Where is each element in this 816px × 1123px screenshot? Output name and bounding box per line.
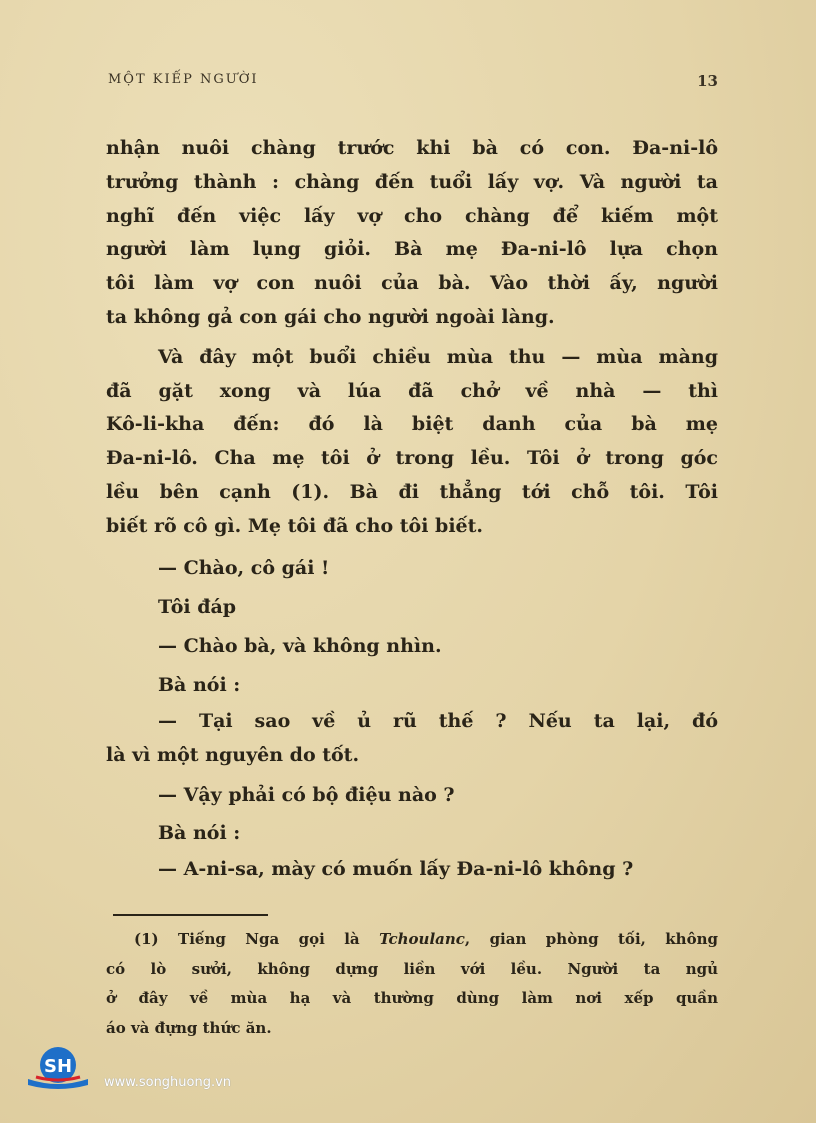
- text-line: đã gặt xong và lúa đã chở về nhà — thì: [106, 379, 718, 402]
- paragraph-2: [106, 341, 718, 544]
- footnote: [106, 925, 718, 1043]
- dialog-line: — Vậy phải có bộ điệu nào ?: [158, 784, 455, 806]
- dialog-line: Bà nói :: [158, 674, 241, 696]
- dialog-line: — Chào bà, và không nhìn.: [158, 635, 442, 657]
- svg-text:SH: SH: [43, 1056, 73, 1077]
- footnote-line-3: ở đây về mùa hạ và thường dùng làm nơi xếp quần: [106, 989, 718, 1007]
- text-line: nghĩ đến việc lấy vợ cho chàng để kiếm một: [106, 204, 718, 227]
- footnote-text: (1) Tiếng Nga gọi là: [134, 930, 380, 948]
- site-logo-icon: [22, 1045, 94, 1093]
- dialog-line: là vì một nguyên do tốt.: [106, 744, 360, 766]
- body-text: [106, 132, 718, 544]
- footnote-italic-term: Tchoulanc: [379, 930, 465, 948]
- footnote-line-2: có lò sưởi, không dựng liền với lều. Người ta ngủ: [106, 959, 718, 978]
- text-line: Và đây một buổi chiều mùa thu — mùa màng: [158, 345, 718, 368]
- dialog-line: — Chào, cô gái !: [158, 557, 330, 579]
- header-title: MỘT KIẾP NGƯỜI: [108, 72, 259, 87]
- text-line: nhận nuôi chàng trước khi bà có con. Đa-ni-lô: [106, 137, 718, 159]
- footnote-rule: [113, 914, 268, 916]
- text-line: Đa-ni-lô. Cha mẹ tôi ở trong lều. Tôi ở trong góc: [106, 447, 718, 470]
- text-line: Kô-li-kha đến: đó là biệt danh của bà mẹ: [106, 413, 718, 436]
- text-line: trưởng thành : chàng đến tuổi lấy vợ. Và người ta: [106, 170, 718, 193]
- dialog-line: Bà nói :: [158, 822, 241, 844]
- text-line: lều bên cạnh (1). Bà đi thẳng tới chỗ tôi. Tôi: [106, 480, 718, 503]
- text-line: tôi làm vợ con nuôi của bà. Vào thời ấy, người: [106, 272, 718, 295]
- text-line: biết rõ cô gì. Mẹ tôi đã cho tôi biết.: [106, 514, 484, 537]
- paragraph-1: [106, 132, 718, 335]
- footnote-line-1: [106, 925, 718, 955]
- dialog-line: Tôi đáp: [158, 596, 237, 618]
- dialog-line: — Tại sao về ủ rũ thế ? Nếu ta lại, đó: [158, 710, 718, 732]
- text-line: người làm lụng giỏi. Bà mẹ Đa-ni-lô lựa chọn: [106, 238, 718, 261]
- text-line: ta không gả con gái cho người ngoài làng.: [106, 305, 555, 328]
- dialog-line: — A-ni-sa, mày có muốn lấy Đa-ni-lô không ?: [158, 858, 634, 880]
- site-url: www.songhuong.vn: [104, 1075, 232, 1090]
- page-number: 13: [697, 72, 718, 90]
- footnote-text: , gian phòng tối, không: [464, 930, 718, 948]
- footnote-line-4: áo và đựng thức ăn.: [106, 1018, 272, 1037]
